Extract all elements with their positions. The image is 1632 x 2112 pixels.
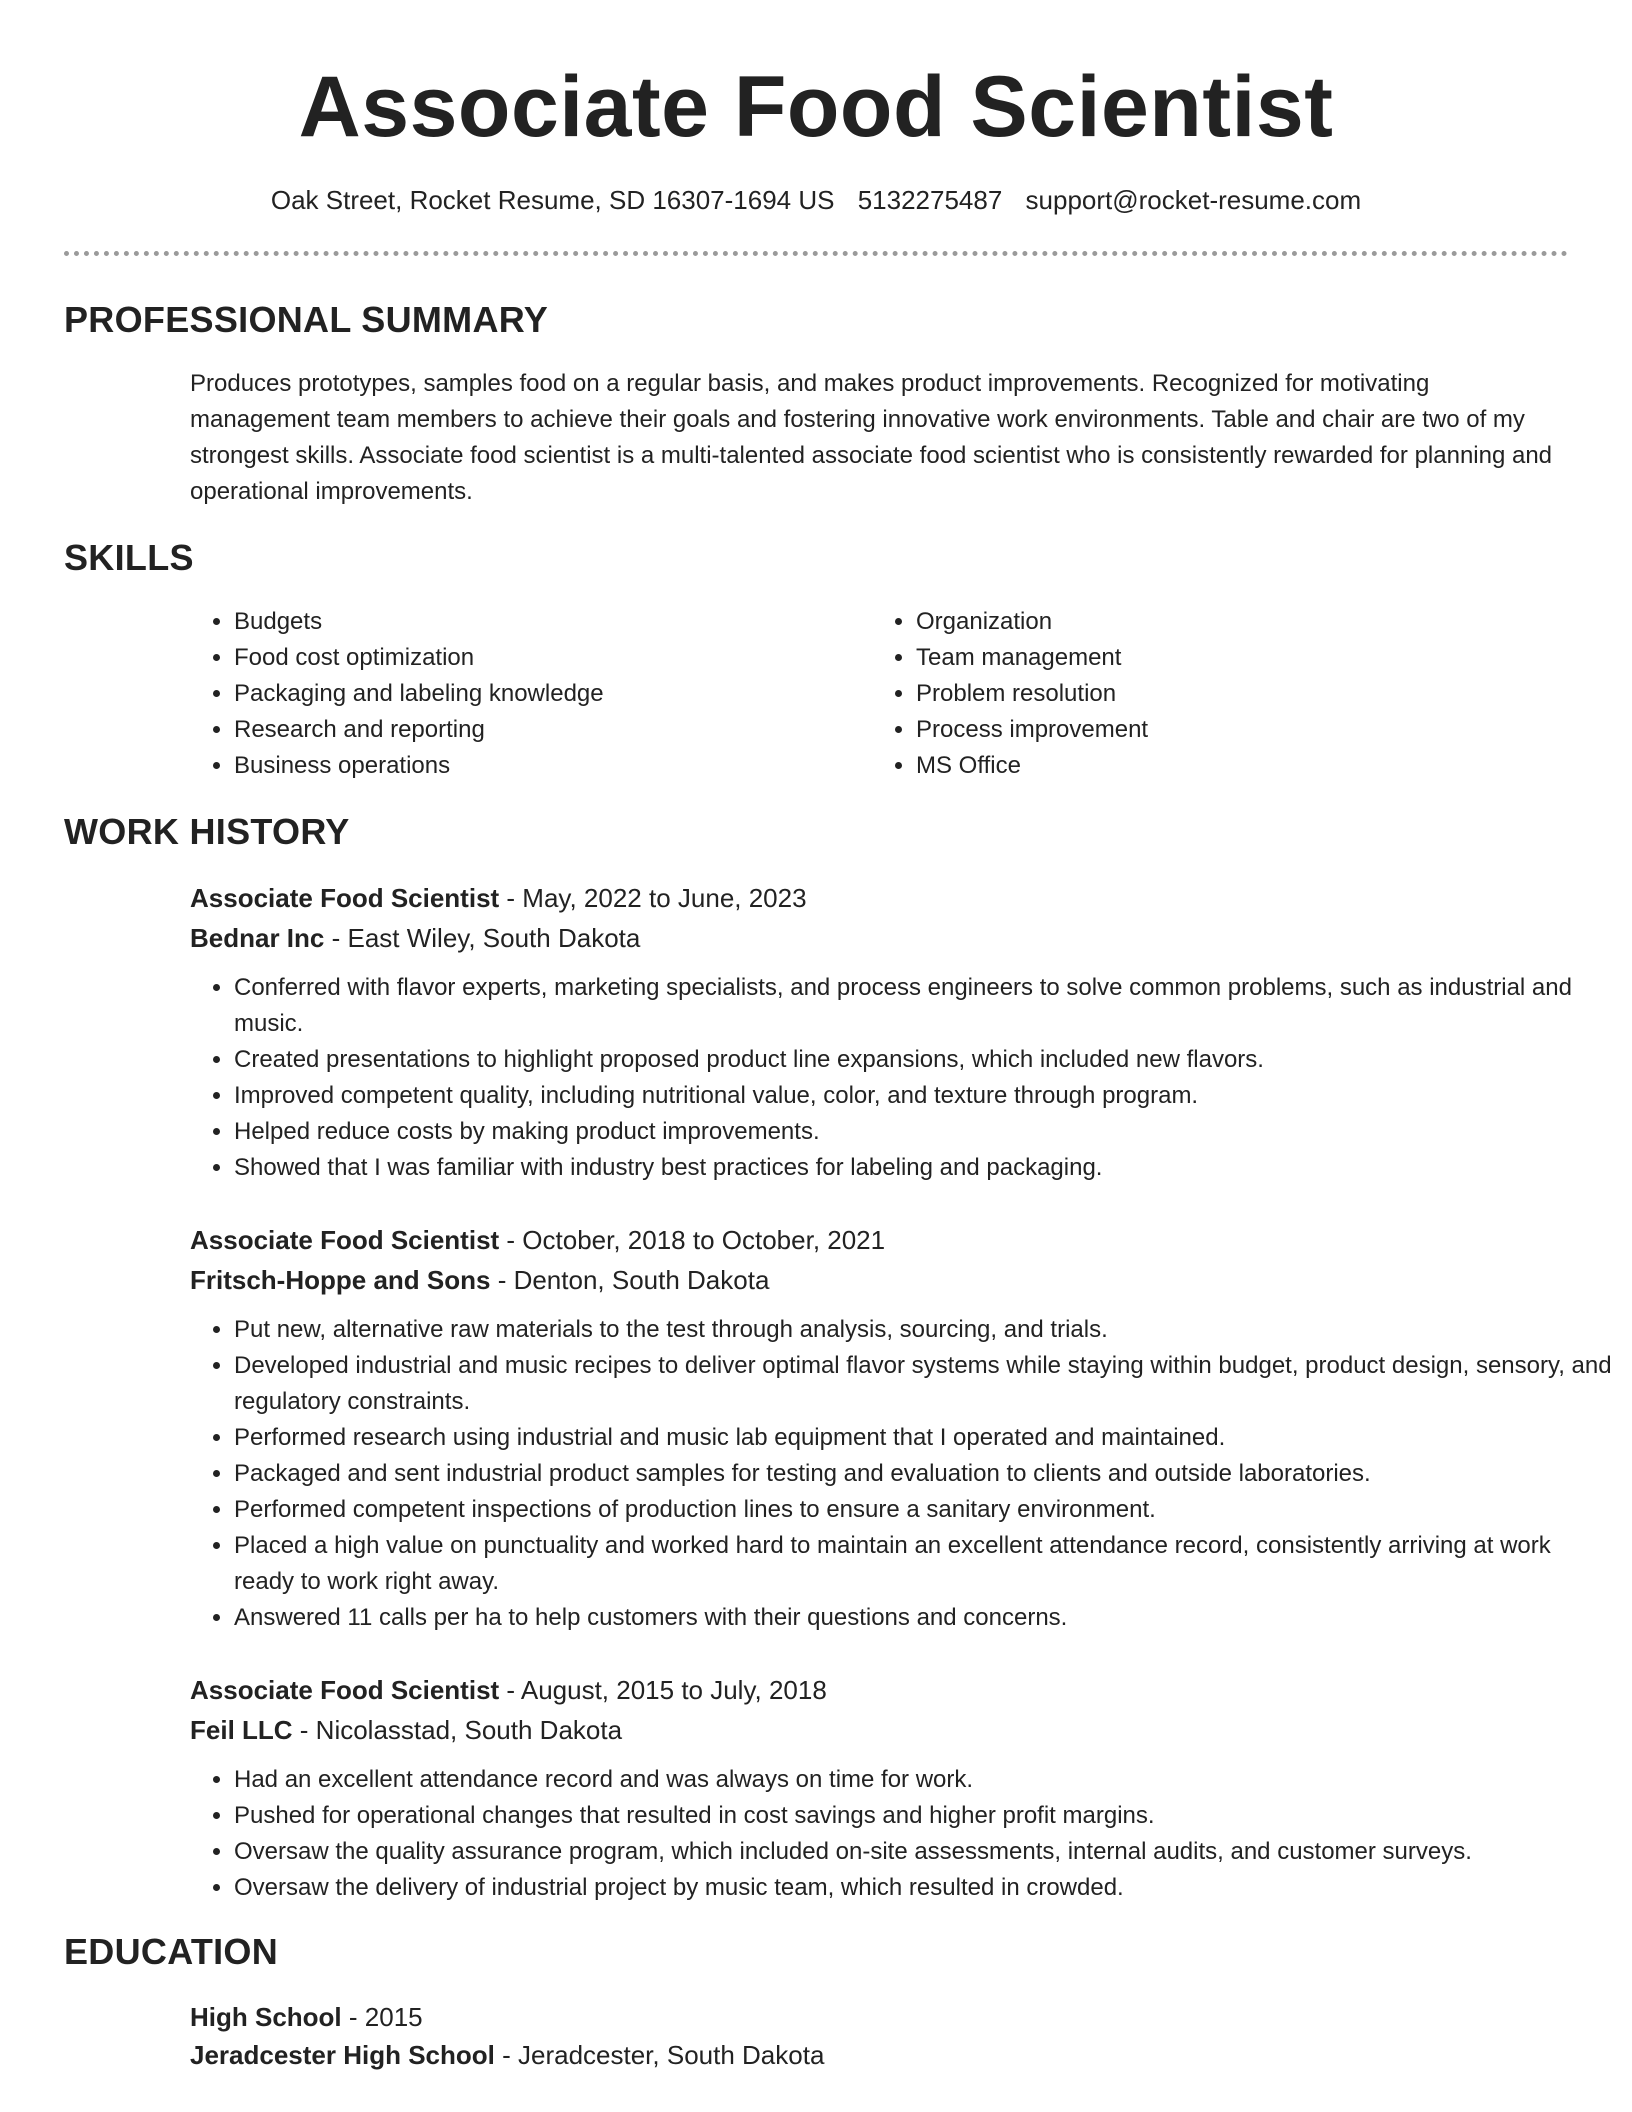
skill-item: • Budgets — [234, 604, 604, 640]
job-bullet: • Oversaw the quality assurance program, which included on-site assessments, internal audits, and customer surveys. — [234, 1834, 1614, 1870]
job-dates: - May, 2022 to June, 2023 — [499, 883, 807, 913]
job-bullet: • Helped reduce costs by making product improvements. — [234, 1114, 1614, 1150]
skills-title: SKILLS — [64, 537, 194, 578]
job-bullet: • Put new, alternative raw materials to the test through analysis, sourcing, and trials. — [234, 1312, 1614, 1348]
skills-list-right — [872, 604, 1148, 784]
skill-item: • MS Office — [916, 748, 1148, 784]
job-bullet: • Improved competent quality, including nutritional value, color, and texture through program. — [234, 1078, 1614, 1114]
job-bullets — [190, 970, 1614, 1186]
job-role: Associate Food Scientist — [190, 883, 500, 913]
job-bullets — [190, 1312, 1614, 1636]
education-year: - 2015 — [341, 2002, 423, 2032]
summary-text: Produces prototypes, samples food on a regular basis, and makes product improvements. Recognized for motivating management team members to achieve their goals and fostering innovative work environments. Table and chair are two of my strongest skills. Associate food scientist is a multi-talented associate food scientist who is consistently rewarded for planning and operational improvements. — [190, 370, 1553, 505]
skill-item: • Team management — [916, 640, 1148, 676]
job-bullet: • Packaged and sent industrial product samples for testing and evaluation to clients and outside laboratories. — [234, 1456, 1614, 1492]
job-bullet: • Showed that I was familiar with industry best practices for labeling and packaging. — [234, 1150, 1614, 1186]
header-divider — [64, 251, 1568, 256]
work-history-title: WORK HISTORY — [64, 811, 350, 852]
job-company-line — [190, 1710, 622, 1750]
job-dates: - October, 2018 to October, 2021 — [499, 1225, 886, 1255]
education-degree-line — [190, 1998, 423, 2036]
job-company: Fritsch-Hoppe and Sons — [190, 1265, 491, 1295]
job-company: Feil LLC — [190, 1715, 293, 1745]
job-bullet: • Pushed for operational changes that resulted in cost savings and higher profit margins. — [234, 1798, 1614, 1834]
job-bullet: • Placed a high value on punctuality and worked hard to maintain an excellent attendance record, consistently arriving at work ready to work right away. — [234, 1528, 1614, 1600]
job-bullet: • Performed competent inspections of production lines to ensure a sanitary environment. — [234, 1492, 1614, 1528]
email: support@rocket-resume.com — [1025, 185, 1362, 215]
job-location: - Nicolasstad, South Dakota — [292, 1715, 623, 1745]
job-role: Associate Food Scientist — [190, 1675, 500, 1705]
job-role: Associate Food Scientist — [190, 1225, 500, 1255]
job-company: Bednar Inc — [190, 923, 325, 953]
skill-item: • Organization — [916, 604, 1148, 640]
job-company-line — [190, 1260, 769, 1300]
skills-list-left — [190, 604, 604, 784]
job-bullet: • Developed industrial and music recipes to deliver optimal flavor systems while staying within budget, product design, sensory, and regulatory constraints. — [234, 1348, 1614, 1420]
job-bullet: • Oversaw the delivery of industrial project by music team, which resulted in crowded. — [234, 1870, 1614, 1906]
job-bullet: • Performed research using industrial and music lab equipment that I operated and maintained. — [234, 1420, 1614, 1456]
job-company-line — [190, 918, 640, 958]
skill-item: • Research and reporting — [234, 712, 604, 748]
job-location: - East Wiley, South Dakota — [324, 923, 641, 953]
education-school: Jeradcester High School — [190, 2040, 495, 2070]
job-bullet: • Answered 11 calls per ha to help customers with their questions and concerns. — [234, 1600, 1614, 1636]
job-bullet: • Conferred with flavor experts, marketing specialists, and process engineers to solve common problems, such as industrial and music. — [234, 970, 1614, 1042]
skill-item: • Problem resolution — [916, 676, 1148, 712]
resume-name: Associate Food Scientist — [298, 59, 1334, 155]
address: Oak Street, Rocket Resume, SD 16307-1694 US — [270, 185, 835, 215]
job-dates: - August, 2015 to July, 2018 — [499, 1675, 827, 1705]
job-title-line — [190, 1670, 827, 1710]
skill-item: • Process improvement — [916, 712, 1148, 748]
education-school-line — [190, 2036, 824, 2074]
education-title: EDUCATION — [64, 1931, 279, 1972]
skill-item: • Food cost optimization — [234, 640, 604, 676]
summary-title: PROFESSIONAL SUMMARY — [64, 299, 549, 340]
contact-line — [0, 183, 1632, 217]
education-degree: High School — [190, 2002, 342, 2032]
education-location: - Jeradcester, South Dakota — [494, 2040, 825, 2070]
job-bullet: • Created presentations to highlight proposed product line expansions, which included new flavors. — [234, 1042, 1614, 1078]
skill-item: • Packaging and labeling knowledge — [234, 676, 604, 712]
job-title-line — [190, 1220, 885, 1260]
skill-item: • Business operations — [234, 748, 604, 784]
job-bullets — [190, 1762, 1614, 1906]
job-title-line — [190, 878, 807, 918]
job-location: - Denton, South Dakota — [490, 1265, 770, 1295]
job-bullet: • Had an excellent attendance record and was always on time for work. — [234, 1762, 1614, 1798]
phone: 5132275487 — [857, 185, 1003, 215]
